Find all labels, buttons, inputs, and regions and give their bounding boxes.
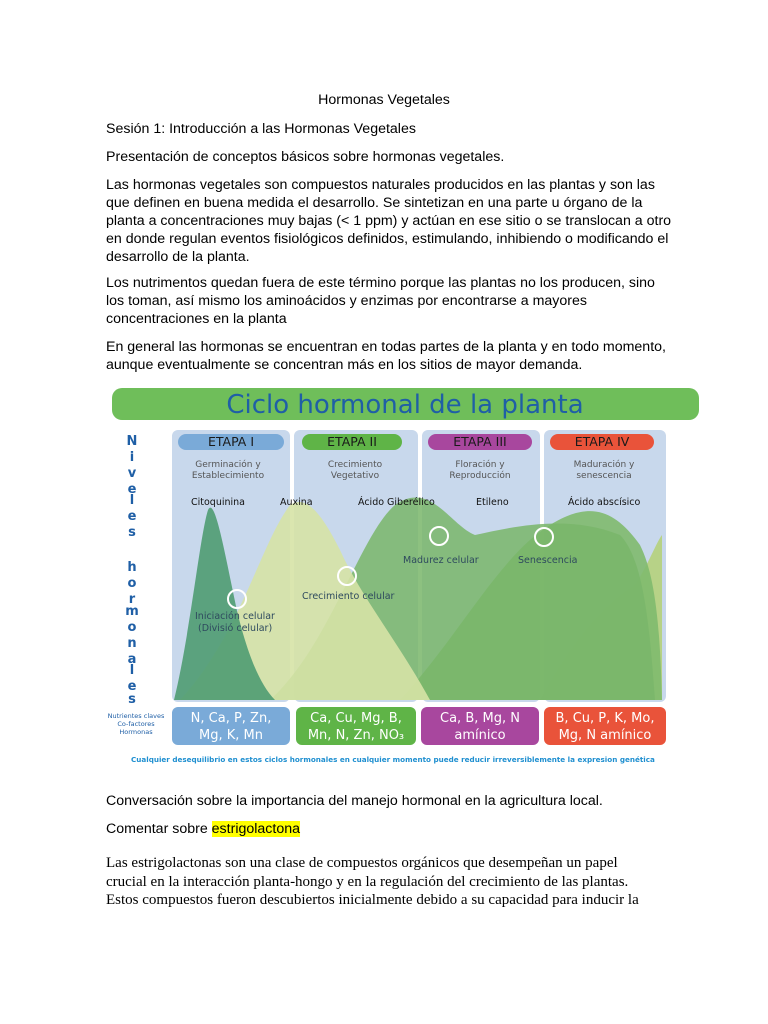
- nutrients-4a: B, Cu, P, K, Mo,: [555, 711, 655, 726]
- nutrients-2b: Mn, N, Zn, NO₃: [307, 728, 405, 743]
- stage-desc-3b: Reproducción: [449, 471, 511, 481]
- vertical-letter: s: [128, 525, 136, 540]
- document-title: Hormonas Vegetales: [318, 92, 450, 108]
- event-iniciacion-1: Iniciación celular: [195, 611, 275, 622]
- text-line: los toman, así mismo los aminoácidos y enzimas por encontrarse a mayores: [106, 293, 587, 309]
- stage-desc-2b: Vegetativo: [330, 471, 380, 481]
- stage-desc-3a: Floración y: [455, 460, 505, 470]
- vertical-letter: n: [127, 636, 137, 651]
- stage-desc-1b: Establecimiento: [191, 471, 265, 481]
- stage-label-4: ETAPA IV: [574, 434, 630, 449]
- vertical-letter: a: [127, 652, 137, 667]
- text-line: concentraciones en la planta: [106, 311, 287, 327]
- hormone-etileno: Etileno: [476, 497, 509, 508]
- event-senescencia: Senescencia: [518, 555, 578, 566]
- text-line: Estos compuestos fueron descubiertos inicialmente debido a su capacidad para inducir la: [106, 892, 639, 908]
- text-line: planta a concentraciones muy bajas (< 1 ppm) y actúan en ese sitio o se translocan a otro: [106, 213, 672, 229]
- figure-banner-title: Ciclo hormonal de la planta: [226, 390, 584, 420]
- vertical-letter: s: [128, 692, 136, 707]
- vertical-letter: v: [127, 466, 137, 481]
- event-iniciacion-2: (Divisió celular): [198, 623, 273, 634]
- hormone-giberelico: Ácido Giberélico: [358, 497, 435, 508]
- stage-desc-2a: Crecimiento: [327, 460, 383, 470]
- paragraph-definition: [106, 176, 676, 266]
- intro-text: Presentación de conceptos básicos sobre hormonas vegetales.: [106, 149, 505, 165]
- nutrients-3b: amínico: [454, 728, 506, 743]
- legend-cofactores: Co-factores: [117, 720, 155, 728]
- hormone-citoquinina: Citoquinina: [191, 497, 246, 508]
- stage-desc-1a: Germinación y: [195, 460, 261, 470]
- vertical-label: [125, 434, 139, 707]
- session-heading: Sesión 1: Introducción a las Hormonas Vegetales: [106, 121, 416, 137]
- nutrients-3a: Ca, B, Mg, N: [440, 711, 520, 726]
- nutrients-4b: Mg, N amínico: [558, 728, 652, 743]
- comment-line: [106, 820, 676, 838]
- text-line: Las hormonas vegetales son compuestos naturales producidos en las plantas y son las: [106, 177, 655, 193]
- vertical-letter: m: [125, 604, 139, 619]
- vertical-letter: l: [129, 663, 135, 678]
- vertical-letter: h: [127, 560, 137, 575]
- vertical-letter: i: [129, 450, 135, 465]
- nutrients-1a: N, Ca, P, Zn,: [190, 711, 272, 726]
- stage-label-2: ETAPA II: [327, 434, 377, 449]
- vertical-letter: N: [126, 434, 138, 449]
- event-madurez: Madurez celular: [403, 555, 479, 566]
- hormone-abscisico: Ácido abscísico: [568, 497, 641, 508]
- stage-label-3: ETAPA III: [453, 434, 507, 449]
- vertical-letter: e: [127, 509, 137, 524]
- paragraph-estrigolactonas: [106, 854, 666, 910]
- vertical-letter: e: [127, 679, 137, 694]
- text-line: en donde regulan eventos fisiológicos definidos, estimulando, inhibiendo o modificando el: [106, 231, 669, 247]
- comment-prefix: Comentar sobre: [106, 821, 212, 837]
- figure-footer: Cualquier desequilibrio en estos ciclos hormonales en cualquier momento puede reducir irreversiblemente la expresion genética: [131, 755, 655, 764]
- legend-hormonas: Hormonas: [119, 728, 153, 736]
- text-line: crucial en la interacción planta-hongo y en la regulación del crecimiento de las plantas.: [106, 873, 629, 890]
- paragraph-general: [106, 338, 676, 374]
- vertical-letter: o: [127, 620, 137, 635]
- highlighted-term: estrigolactona: [211, 821, 301, 837]
- text-line: aunque eventualmente se concentran más en los sitios de mayor demanda.: [106, 357, 583, 373]
- text-line: desarrollo de la planta.: [106, 249, 250, 265]
- stage-label-1: ETAPA I: [207, 434, 255, 449]
- stage-desc-4b: senescencia: [576, 471, 632, 481]
- text-line: que definen en buena medida el desarrollo. Se sintetizan en una parte u órgano de la: [106, 195, 643, 211]
- stage-desc-4a: Maduración y: [573, 460, 635, 470]
- event-crecimiento: Crecimiento celular: [302, 591, 395, 602]
- text-line: Los nutrimentos quedan fuera de este término porque las plantas no los producen, sino: [106, 275, 655, 291]
- hormone-auxina: Auxina: [280, 497, 313, 508]
- vertical-letter: r: [128, 592, 136, 607]
- paragraph-nutrients: [106, 274, 676, 328]
- vertical-letter: l: [129, 493, 135, 508]
- nutrients-2a: Ca, Cu, Mg, B,: [310, 711, 402, 726]
- vertical-letter: e: [127, 482, 137, 497]
- legend-nutrientes: Nutrientes claves: [107, 712, 165, 720]
- vertical-letter: o: [127, 576, 137, 591]
- conversation-text: Conversación sobre la importancia del manejo hormonal en la agricultura local.: [106, 793, 603, 809]
- hormonal-cycle-figure: [100, 385, 700, 775]
- nutrients-1b: Mg, K, Mn: [199, 728, 263, 743]
- text-line: Las estrigolactonas son una clase de compuestos orgánicos que desempeñan un papel: [106, 855, 618, 871]
- text-line: En general las hormonas se encuentran en todas partes de la planta y en todo momento,: [106, 339, 666, 355]
